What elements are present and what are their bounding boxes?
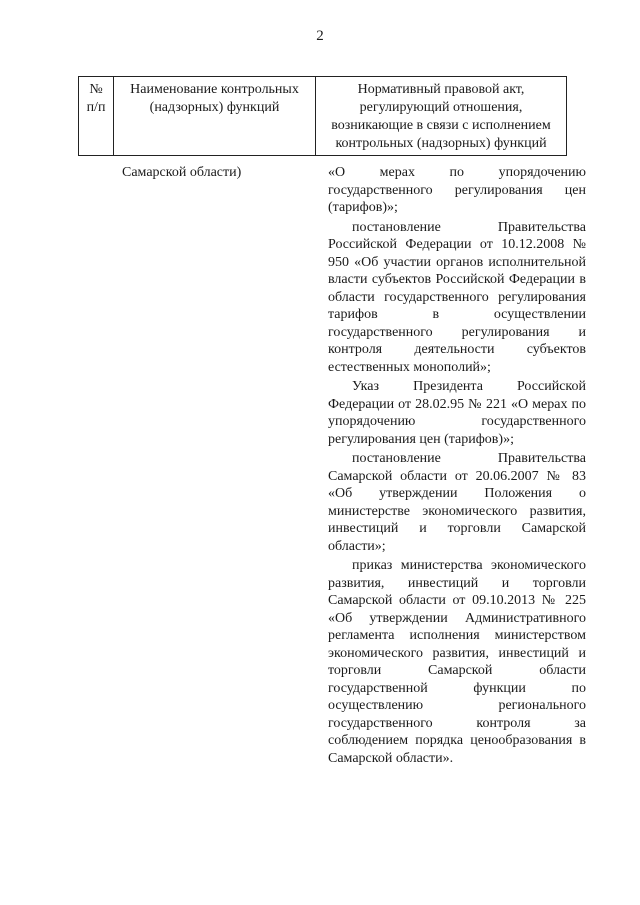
col-act-header [316, 77, 567, 156]
function-name-continuation: Самарской области) [122, 165, 242, 180]
col-act-label: Нормативный правовой акт, регулирующий отношения, возникающие в связи с исполнением контрольных (надзорных) функций [331, 82, 551, 151]
col-number-label: № п/п [86, 82, 106, 115]
act-paragraph: Указ Президента Российской Федерации от 28.02.95 № 221 «О мерах по упорядочению государственного регулирования цен (тарифов)»; [328, 379, 586, 447]
col-function-header [114, 77, 316, 156]
legal-acts-list [328, 164, 586, 769]
col-number-header [79, 77, 114, 156]
act-paragraph: приказ министерства экономического развития, инвестиций и торговли Самарской области от 09.10.2013 № 225 «Об утверждении Административного регламента исполнения министерством экономического развития, инвестиций и торговли Самарской области государственной функции по осуществлению регионального государственного контроля за соблюдением порядка ценообразования в Самарской области». [328, 558, 586, 766]
act-paragraph: постановление Правительства Самарской области от 20.06.2007 № 83 «Об утверждении Положения о министерстве экономического развития, инвестиций и торговли Самарской области»; [328, 451, 586, 554]
act-paragraph: «О мерах по упорядочению государственного регулирования цен (тарифов)»; [328, 165, 586, 215]
act-paragraph: постановление Правительства Российской Федерации от 10.12.2008 № 950 «Об участии органов исполнительной власти субъектов Российской Федерации в области государственного регулирования тарифов в осуществлении государственного регулирования и контроля деятельности субъектов естественных монополий»; [328, 219, 586, 375]
page-number: 2 [316, 28, 324, 44]
header-table [78, 76, 567, 156]
col-function-label: Наименование контрольных (надзорных) функций [130, 82, 299, 115]
header-row [79, 77, 567, 156]
